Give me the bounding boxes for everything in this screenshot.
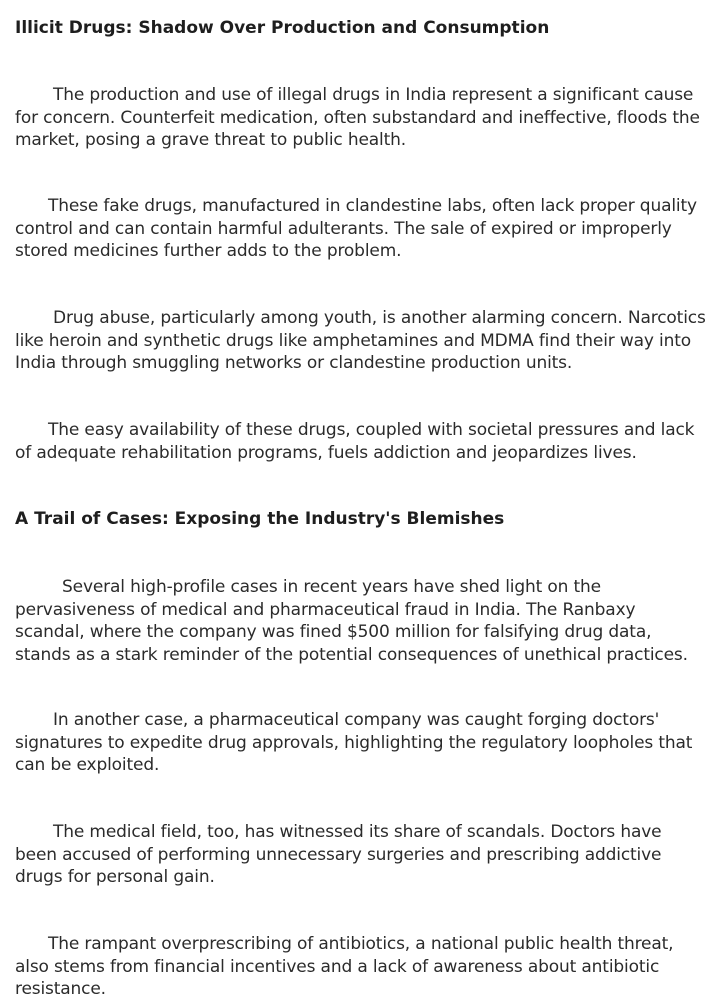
paragraph: The rampant overprescribing of antibiotics, a national public health threat, also stems from financial incentives and a lack of awareness about antibiotic resistance. [15, 934, 674, 999]
section-heading-illicit-drugs: Illicit Drugs: Shadow Over Production and Consumption [15, 18, 550, 38]
paragraph: In another case, a pharmaceutical company was caught forging doctors' signatures to expedite drug approvals, highlighting the regulatory loopholes that can be exploited. [15, 710, 693, 775]
paragraph: Several high-profile cases in recent years have shed light on the pervasiveness of medical and pharmaceutical fraud in India. The Ranbaxy scandal, where the company was fined $500 million for falsifying drug data, stands as a stark reminder of the potential consequences of unethical practices. [15, 577, 688, 665]
paragraph: Drug abuse, particularly among youth, is another alarming concern. Narcotics like heroin and synthetic drugs like amphetamines and MDMA find their way into India through smuggling networks or clandestine production units. [15, 308, 706, 373]
paragraph: The production and use of illegal drugs in India represent a significant cause for concern. Counterfeit medication, often substandard and ineffective, floods the market, posing a grave threat to public health. [15, 85, 700, 150]
paragraph: The easy availability of these drugs, coupled with societal pressures and lack of adequate rehabilitation programs, fuels addiction and jeopardizes lives. [15, 420, 695, 463]
paragraph: The medical field, too, has witnessed its share of scandals. Doctors have been accused of performing unnecessary surgeries and prescribing addictive drugs for personal gain. [15, 822, 662, 887]
section-heading-trail-of-cases: A Trail of Cases: Exposing the Industry's Blemishes [15, 509, 505, 529]
paragraph: These fake drugs, manufactured in clandestine labs, often lack proper quality control and can contain harmful adulterants. The sale of expired or improperly stored medicines further adds to the problem. [15, 196, 697, 261]
